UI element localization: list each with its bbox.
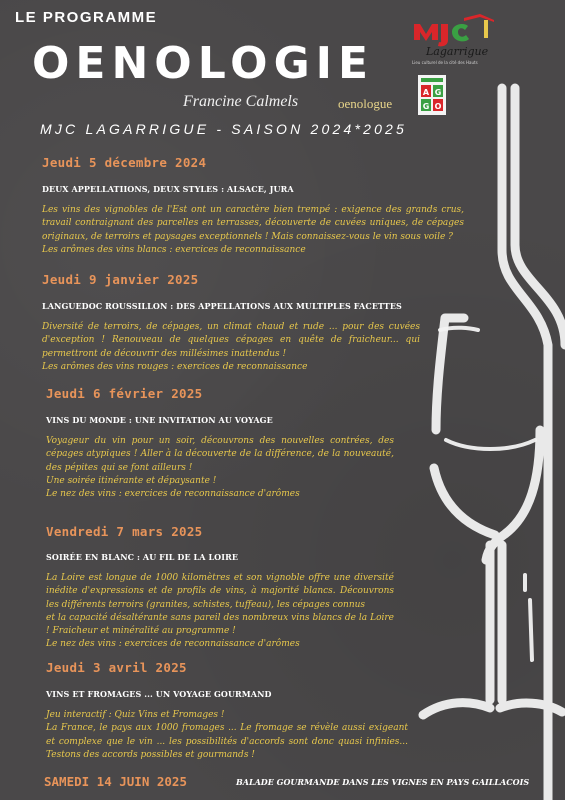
- session-1-line-1: Les vins des vignobles de l'Est ont un caractère bien trempé : exigence des grands crus, travail contraignant des parcelles en terrasses, découverte de cuvées uniques, de cépages originaux, de terroirs et paysages exceptionnels ! Mais connaissez-vous le vin sous voile ?: [42, 205, 464, 242]
- session-3-line-1: Voyageur du vin pour un soir, découvrons des nouvelles contrées, des cépages atypiques ! Aller à la découverte de la différence, de la nouveauté, des pépites qui se font ailleurs !: [46, 436, 394, 473]
- final-event-date: SAMEDI 14 JUIN 2025: [44, 774, 187, 789]
- session-5-line-2: La France, le pays aux 1000 fromages ... Le fromage se révèle aussi exigeant et complexe que le vin ... les possibilités d'accords sont donc quasi infinies... Testons des accords possibles et gourmands !: [46, 723, 408, 760]
- mjc-logo-tagline: Lieu culturel de la cité des Hauts: [412, 60, 478, 65]
- session-5-heading: VINS ET FROMAGES ... UN VOYAGE GOURMAND: [46, 689, 272, 699]
- session-4-line-1: La Loire est longue de 1000 kilomètres et son vignoble offre une diversité inédite d'expressions et de profils de vins, à majorité blancs. Découvrons les différents terroirs (granites, schistes, tuffeau), les cépages connus: [46, 573, 394, 610]
- session-5-description: [46, 709, 408, 762]
- session-2-line-1: Diversité de terroirs, de cépages, un climat chaud et rude ... pour des cuvées d'exception ! Renouveau de quelques cépages en quête de fraicheur... qui permettront de découvrir des millésimes inattendus !: [42, 322, 420, 359]
- session-1-line-2: Les arômes des vins blancs : exercices de reconnaissance: [42, 244, 306, 255]
- session-5-line-1: Jeu interactif : Quiz Vins et Fromages !: [46, 710, 225, 720]
- oenologist-role: oenologue: [338, 96, 393, 111]
- page-title: OENOLOGIE: [32, 38, 375, 89]
- session-4-line-2: et la capacité désaltérante sans pareil des nombreux vins blancs de la Loire ! Fraicheur et minéralité au programme !: [46, 612, 394, 637]
- session-2-date: Jeudi 9 janvier 2025: [42, 272, 199, 287]
- session-3-line-2: Une soirée itinérante et dépaysante !: [46, 475, 217, 486]
- session-2-line-2: Les arômes des vins rouges : exercices de reconnaissance: [42, 361, 308, 372]
- session-3-date: Jeudi 6 février 2025: [46, 386, 203, 401]
- mjc-lagarrigue-logo: [408, 10, 498, 68]
- agg-letter-4: O: [434, 102, 442, 111]
- agg-letter-2: G: [434, 88, 442, 97]
- session-3-description: [46, 435, 394, 501]
- oenologist-name: Francine Calmels: [183, 93, 299, 110]
- session-4-description: [46, 572, 394, 652]
- agg-letter-1: A: [422, 88, 430, 97]
- mjc-logo-name: Lagarrigue: [426, 45, 489, 58]
- session-3-heading: VINS DU MONDE : UNE INVITATION AU VOYAGE: [46, 415, 273, 425]
- session-1-date: Jeudi 5 décembre 2024: [42, 155, 207, 170]
- season-banner: MJC LAGARRIGUE - SAISON 2024*2025: [40, 121, 408, 137]
- programme-kicker: LE PROGRAMME: [15, 9, 158, 26]
- session-4-heading: SOIRÉE EN BLANC : AU FIL DE LA LOIRE: [46, 552, 239, 562]
- session-1-description: [42, 204, 464, 257]
- session-4-date: Vendredi 7 mars 2025: [46, 524, 203, 539]
- session-5-date: Jeudi 3 avril 2025: [46, 660, 187, 675]
- agg-letter-3: G: [422, 102, 430, 111]
- session-1-heading: DEUX APPELLATIIONS, DEUX STYLES : ALSACE, JURA: [42, 184, 294, 194]
- session-2-heading: LANGUEDOC ROUSSILLON : DES APPELLATIONS AUX MULTIPLES FACETTES: [42, 301, 402, 311]
- agg-logo: [418, 75, 446, 115]
- session-4-line-3: Le nez des vins : exercices de reconnaissance d'arômes: [46, 639, 300, 650]
- session-3-line-3: Le nez des vins : exercices de reconnaissance d'arômes: [46, 489, 300, 500]
- session-2-description: [42, 321, 420, 374]
- final-event-title: BALADE GOURMANDE DANS LES VIGNES EN PAYS GAILLACOIS: [236, 777, 530, 787]
